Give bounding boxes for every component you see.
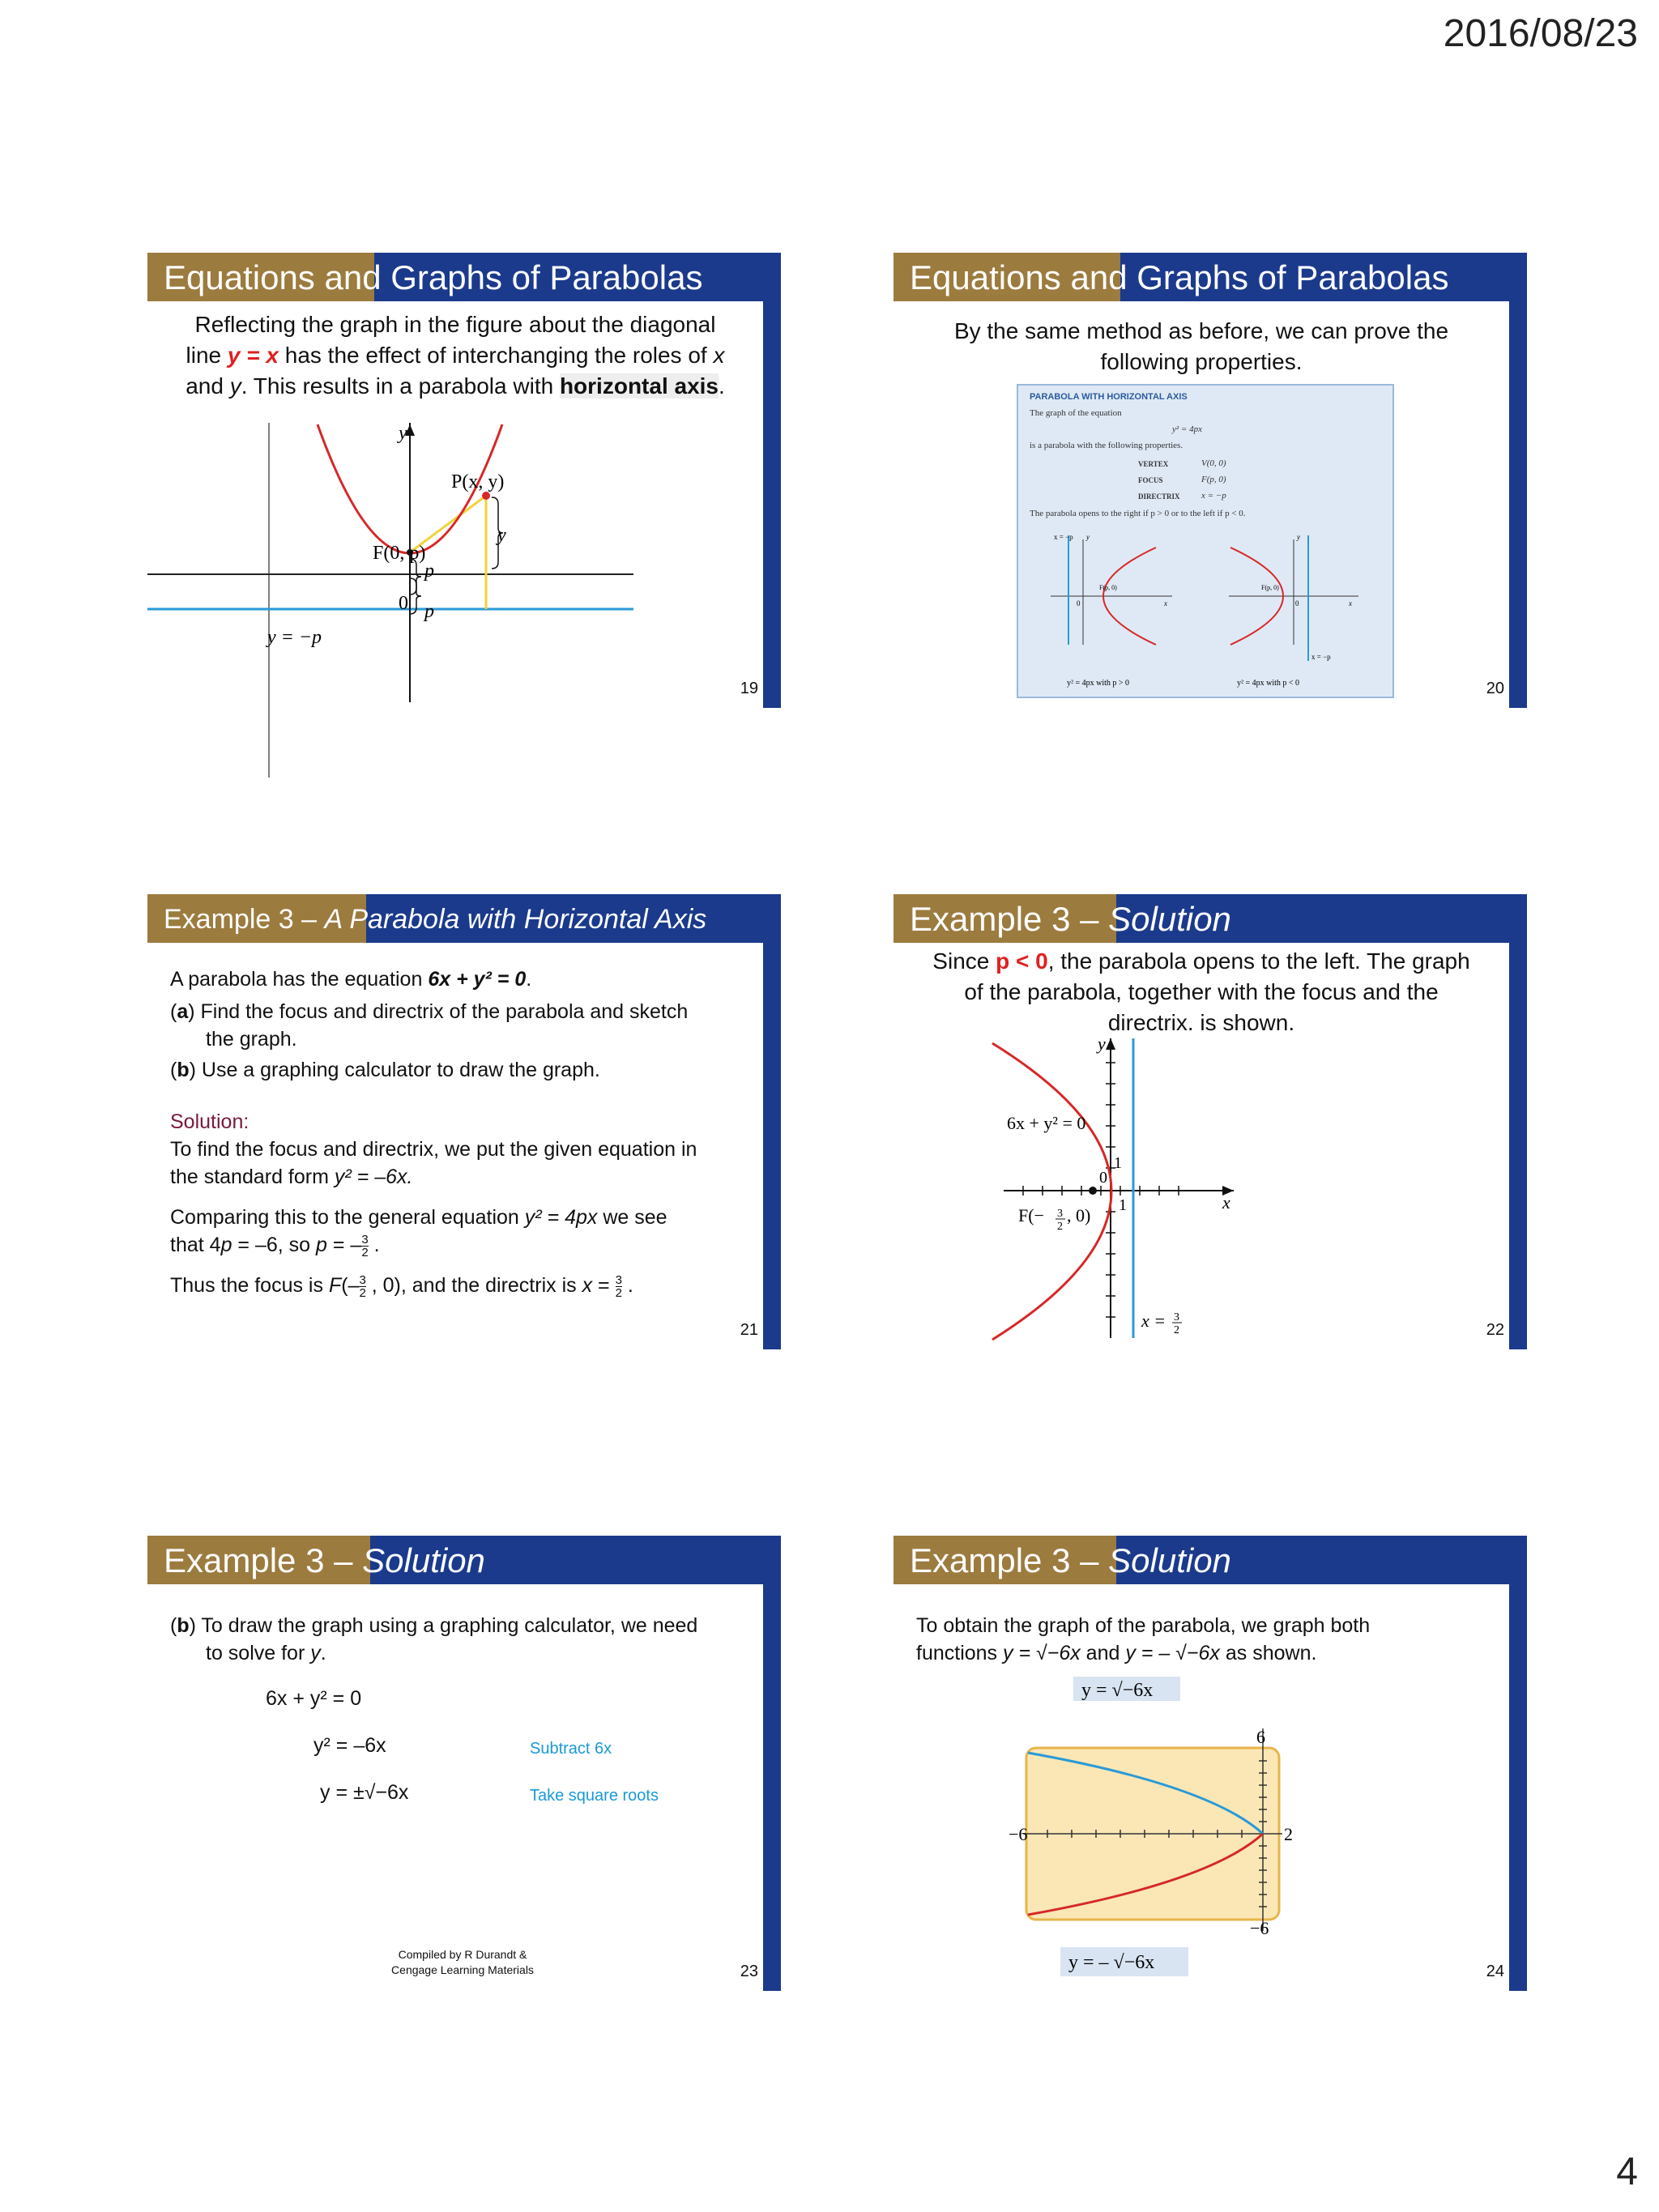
- text-run: that 4: [170, 1234, 221, 1256]
- numerator: 3: [361, 1232, 369, 1247]
- text-run: =: [592, 1274, 616, 1297]
- intro-line: [170, 965, 753, 993]
- page-date: 2016/08/23: [1443, 12, 1638, 55]
- slide-body: [893, 946, 1509, 1038]
- right-caption: y² = 4px with p < 0: [1237, 679, 1300, 688]
- left-directrix: x = −p: [1054, 533, 1073, 541]
- step-note: Take square roots: [530, 1787, 659, 1805]
- directrix-label: y = −p: [267, 627, 322, 648]
- part-a: (a) Find the focus and directrix of the parabola and sketch: [170, 1000, 689, 1023]
- equation-step-2: y² = –6x: [313, 1734, 386, 1757]
- text-run: we see: [597, 1206, 667, 1229]
- text-run: has the effect of interchanging the roles of: [278, 343, 714, 368]
- tick-label-1: 1: [1119, 1196, 1127, 1214]
- axis-label-x: x: [1222, 1192, 1230, 1213]
- slide-19: [147, 253, 781, 708]
- slide-body: [916, 1612, 1499, 1667]
- page-number: 4: [1616, 2150, 1638, 2193]
- calculator-graph: [1009, 1672, 1347, 1991]
- text-run: , 0), and the directrix is: [365, 1274, 582, 1297]
- slide-body: [170, 1612, 753, 1667]
- x-label: x: [1164, 599, 1167, 607]
- slide-20: [893, 253, 1527, 708]
- text-run: (–: [341, 1274, 360, 1297]
- highlight-inequality: p < 0: [996, 948, 1048, 974]
- y-label: y: [1297, 533, 1300, 541]
- body-line: To obtain the graph of the parabola, we graph both: [916, 1614, 1371, 1637]
- part-b-cont: [170, 1639, 753, 1667]
- text-run: p: [220, 1234, 232, 1256]
- left-focus: F(p, 0): [1099, 584, 1117, 591]
- p-label: p: [424, 601, 434, 622]
- title-run: Example 3 –: [910, 1541, 1109, 1579]
- slide-title: [893, 894, 1509, 943]
- title-run: Solution: [362, 1541, 485, 1579]
- body-line: Reflecting the graph in the figure about the diagonal: [194, 312, 716, 337]
- fraction: [616, 1274, 622, 1299]
- equation-label: 6x + y² = 0: [1007, 1113, 1086, 1133]
- slide-title: [893, 1536, 1509, 1584]
- title-run: Example 3 –: [910, 900, 1109, 938]
- text-run: Find the focus and directrix of the parabola and sketch: [194, 1000, 689, 1023]
- text-run: y = – √−6x: [1125, 1642, 1220, 1664]
- text-run: .: [368, 1234, 380, 1256]
- contd-label: cont’d: [1460, 1566, 1501, 1583]
- fraction: [359, 1274, 365, 1299]
- origin-label: 0: [399, 593, 408, 614]
- contd-label: cont’d: [714, 1566, 755, 1583]
- prop-directrix-val: x = −p: [1201, 491, 1226, 501]
- slide-number: 24: [1486, 1963, 1504, 1980]
- text-run: y² = –6x.: [334, 1166, 413, 1188]
- title-run: Example 3 –: [164, 1541, 363, 1579]
- title-run: A Parabola with Horizontal Axis: [324, 904, 707, 935]
- slide-21: [147, 894, 781, 1349]
- slide-23: [147, 1536, 781, 1991]
- title-run: Example 3 –: [164, 904, 325, 935]
- bottom-function-label: y = – √−6x: [1068, 1952, 1155, 1973]
- contd-label: cont’d: [1460, 925, 1501, 942]
- part-a-cont: the graph.: [206, 1028, 297, 1051]
- parabola-horizontal-figure: [991, 1034, 1396, 1349]
- credit-line: Compiled by R Durandt &: [398, 1948, 527, 1961]
- tick-label: 2: [1284, 1824, 1293, 1844]
- text-run: Thus the focus is: [170, 1274, 329, 1297]
- p-label: p: [424, 560, 434, 582]
- frac-den: 2: [1174, 1324, 1179, 1336]
- focus-label-end: , 0): [1067, 1205, 1091, 1225]
- body-line: [893, 946, 1509, 977]
- slide-number: 21: [740, 1321, 758, 1339]
- box-heading: PARABOLA WITH HORIZONTAL AXIS: [1030, 392, 1188, 402]
- title-run: Solution: [1108, 900, 1231, 938]
- slide-body: [893, 316, 1509, 377]
- frac-num: 3: [1174, 1311, 1179, 1323]
- tick-label-1: 1: [1114, 1154, 1122, 1172]
- slide-accent-bar: [1509, 1536, 1527, 1991]
- text-run: x: [582, 1274, 593, 1297]
- slide-number: 19: [740, 680, 758, 697]
- slide-title: [147, 1536, 763, 1584]
- credit: [361, 1947, 564, 1978]
- equation-step-1: 6x + y² = 0: [266, 1687, 362, 1710]
- text-run: functions: [916, 1642, 1004, 1664]
- mini-graphs: [1018, 523, 1392, 697]
- slide-number: 22: [1486, 1321, 1504, 1339]
- zero-label: 0: [1077, 599, 1081, 607]
- text-run: .: [526, 968, 532, 991]
- text-run: and: [186, 373, 230, 399]
- text-run: y: [229, 373, 241, 399]
- numerator: 3: [359, 1272, 366, 1287]
- text-run: Use a graphing calculator to draw the graph.: [195, 1059, 600, 1081]
- text-run: .: [719, 373, 725, 399]
- body-line: [147, 340, 763, 371]
- axis-label-y: y: [1098, 1034, 1106, 1054]
- tick-label: 6: [1256, 1727, 1265, 1747]
- part-b: (b) Use a graphing calculator to draw the graph.: [170, 1059, 600, 1081]
- directrix-label: x =: [1141, 1311, 1166, 1331]
- text-run: . This results in a parabola with: [241, 373, 560, 399]
- numerator: 3: [615, 1272, 622, 1287]
- part-b: (b) To draw the graph using a graphing calculator, we need: [170, 1614, 698, 1637]
- prop-focus: FOCUS: [1138, 476, 1163, 484]
- text-run: .: [621, 1274, 633, 1297]
- prop-vertex: VERTEX: [1138, 460, 1169, 468]
- text-run: y² = 4px: [524, 1206, 598, 1229]
- focus-label: F(0, p): [373, 543, 426, 564]
- text-run: , the parabola opens to the left. The graph: [1047, 948, 1470, 974]
- tick-label: −6: [1009, 1824, 1028, 1844]
- text-run: Since: [932, 948, 996, 974]
- compare-line: [170, 1204, 753, 1231]
- text-run: Comparing this to the general equation: [170, 1206, 525, 1229]
- slide-accent-bar: [1509, 894, 1527, 1349]
- denominator: 2: [359, 1285, 366, 1300]
- top-function-label: y = √−6x: [1081, 1680, 1154, 1701]
- text-run: To draw the graph using a graphing calculator, we need: [195, 1614, 698, 1637]
- box-line: The parabola opens to the right if p > 0 or to the left if p < 0.: [1030, 509, 1246, 518]
- slide-title: Equations and Graphs of Parabolas: [893, 253, 1509, 301]
- compare-line: [170, 1231, 753, 1259]
- prop-directrix: DIRECTRIX: [1138, 492, 1180, 501]
- right-focus: F(p, 0): [1261, 584, 1279, 591]
- text-run: line: [186, 343, 228, 368]
- text-run: the standard form: [170, 1166, 335, 1188]
- prop-focus-val: F(p, 0): [1201, 475, 1226, 484]
- bold-term: horizontal axis: [559, 373, 719, 399]
- prop-vertex-val: V(0, 0): [1201, 458, 1226, 468]
- denominator: 2: [361, 1245, 369, 1259]
- part-label: b: [177, 1614, 190, 1637]
- text-run: x: [713, 343, 725, 368]
- slide-body: [147, 309, 763, 402]
- slide-number: 20: [1486, 680, 1504, 697]
- step-note: Subtract 6x: [530, 1740, 612, 1758]
- body-line: By the same method as before, we can prove the: [953, 318, 1449, 343]
- property-box: [1017, 384, 1394, 698]
- text-run: as shown.: [1219, 1642, 1317, 1664]
- text-run: y = √−6x: [1003, 1642, 1081, 1664]
- text-run: y: [310, 1642, 321, 1664]
- denominator: 2: [615, 1285, 622, 1300]
- fraction: [361, 1234, 368, 1259]
- text-run: = –6, so: [232, 1234, 317, 1256]
- text-run: p: [316, 1234, 327, 1256]
- part-label: b: [177, 1059, 190, 1081]
- title-run: Solution: [1108, 1541, 1231, 1579]
- text-run: A parabola has the equation: [170, 968, 429, 991]
- text-run: to solve for: [206, 1642, 311, 1664]
- sol-line: [170, 1163, 753, 1191]
- zero-label: 0: [1295, 599, 1299, 607]
- thus-line: [170, 1272, 753, 1299]
- text-run: and: [1080, 1642, 1126, 1664]
- text-run: .: [320, 1642, 326, 1664]
- slide-accent-bar: [763, 1536, 781, 1991]
- highlight-equation: y = x: [227, 343, 279, 368]
- solution-label: Solution:: [170, 1110, 249, 1133]
- right-directrix: x = −p: [1311, 653, 1331, 661]
- axis-label-y: y: [399, 423, 407, 444]
- box-line: is a parabola with the following properties.: [1030, 441, 1183, 450]
- slide-body: [170, 965, 753, 1299]
- tick-label: −6: [1250, 1918, 1269, 1938]
- slide-accent-bar: [1509, 253, 1527, 708]
- equation: 6x + y² = 0: [428, 968, 527, 991]
- credit-line: Cengage Learning Materials: [391, 1963, 534, 1976]
- slide-accent-bar: [763, 894, 781, 1349]
- left-caption: y² = 4px with p > 0: [1067, 679, 1130, 688]
- slide-number: 23: [740, 1963, 758, 1980]
- body-line: [916, 1639, 1499, 1667]
- equation-step-3: y = ±√−6x: [320, 1781, 409, 1804]
- slide-22: [893, 894, 1527, 1349]
- origin-label: 0: [1099, 1169, 1107, 1187]
- slide-title: Equations and Graphs of Parabolas: [147, 253, 763, 301]
- box-equation: y² = 4px: [1172, 424, 1202, 434]
- slide-24: [893, 1536, 1527, 1991]
- text-run: F: [328, 1274, 342, 1297]
- body-line: of the parabola, together with the focus and the: [964, 979, 1439, 1004]
- y-label: y: [1086, 533, 1090, 541]
- focus-label: F(−: [1018, 1205, 1044, 1225]
- frac-den: 2: [1057, 1221, 1063, 1233]
- frac-num: 3: [1057, 1208, 1063, 1220]
- text-run: = –: [326, 1234, 362, 1256]
- box-line: The graph of the equation: [1030, 408, 1122, 418]
- slide-title: [147, 894, 763, 943]
- body-line: directrix. is shown.: [1107, 1010, 1295, 1035]
- x-label: x: [1349, 599, 1352, 607]
- body-line: following properties.: [1100, 349, 1303, 374]
- part-label: a: [177, 1000, 189, 1023]
- point-label: P(x, y): [451, 471, 505, 492]
- sol-line: To find the focus and directrix, we put the given equation in: [170, 1138, 697, 1161]
- parabola-vertical-figure: [269, 423, 787, 702]
- y-distance-label: y: [497, 525, 506, 546]
- body-line: [147, 371, 763, 402]
